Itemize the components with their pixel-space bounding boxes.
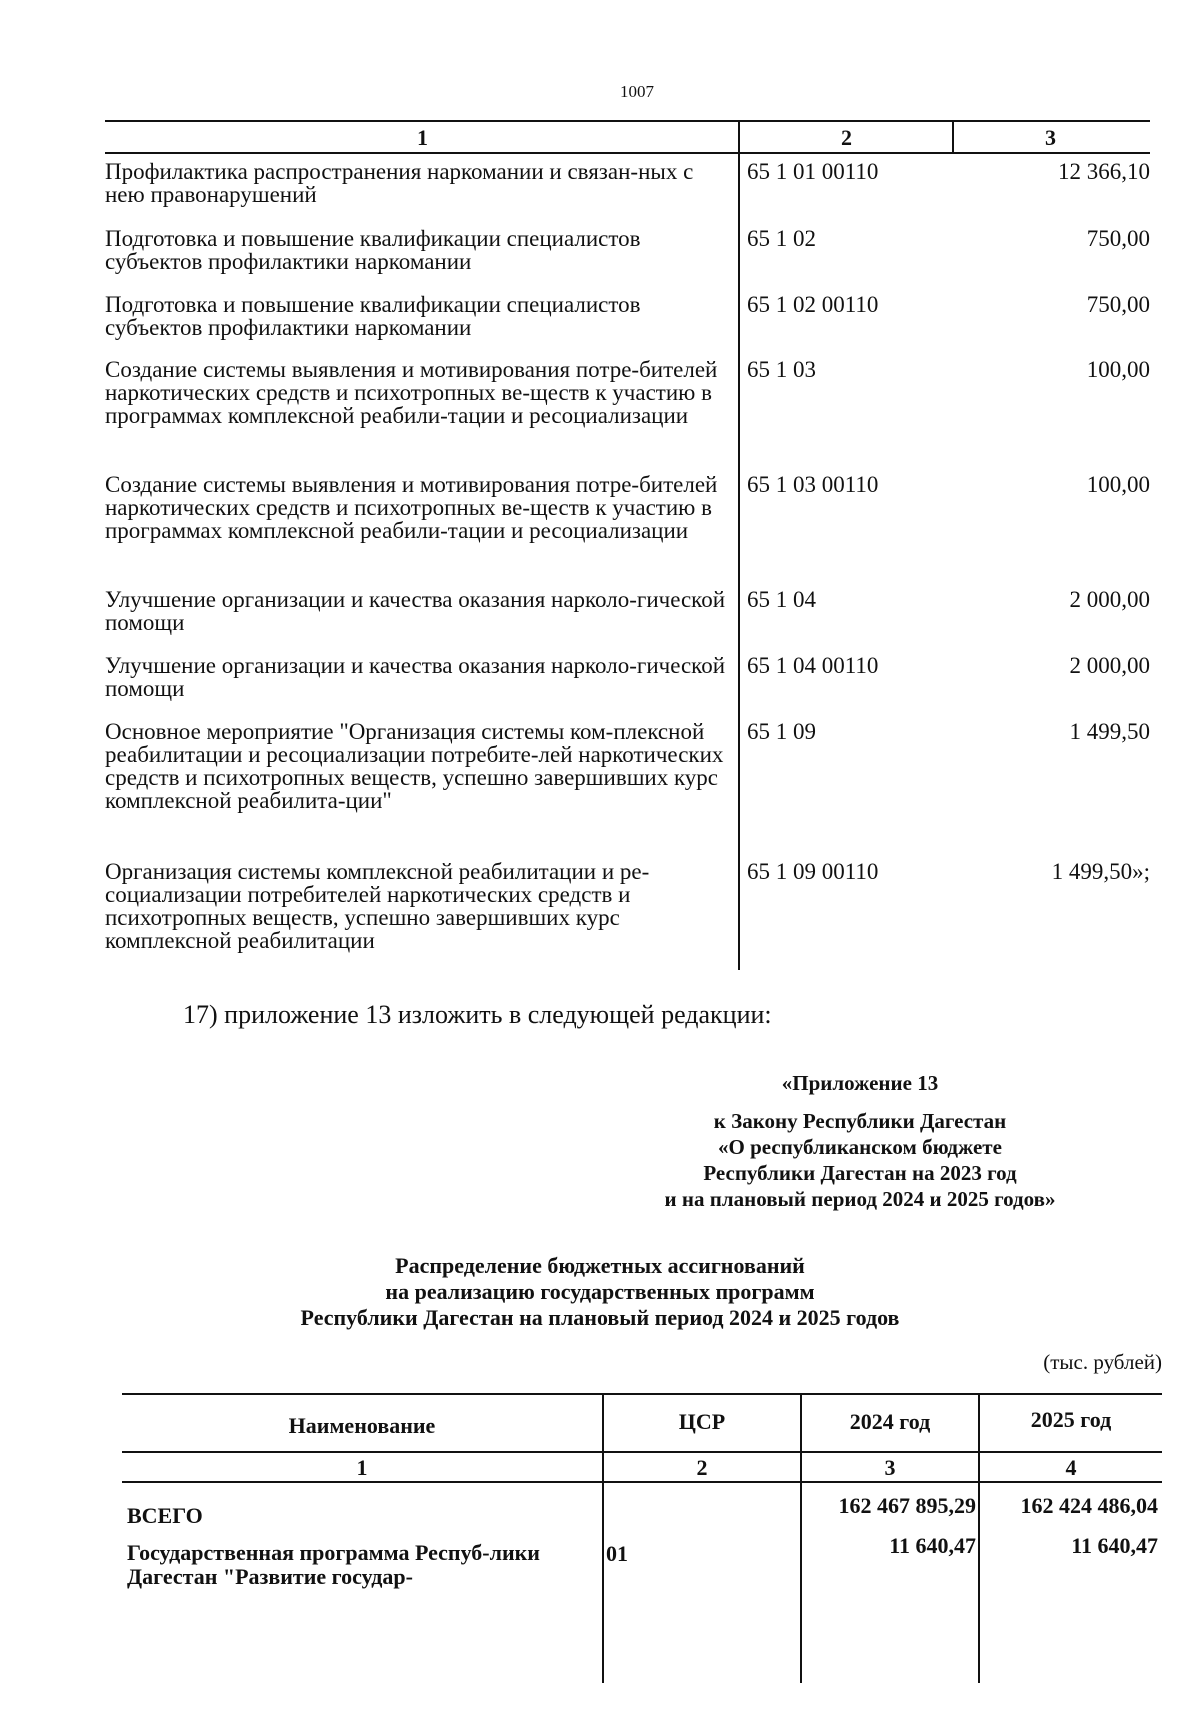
column-divider — [738, 120, 740, 970]
col-number-1: 1 — [356, 1455, 368, 1480]
row-name: Профилактика распространения наркомании и связан-ных с нею правонарушений — [105, 159, 694, 207]
row-total-name: ВСЕГО — [127, 1503, 203, 1528]
header-col-2: 2 — [841, 125, 852, 150]
row-code: 65 1 04 — [747, 587, 816, 612]
table-header-row — [105, 120, 1150, 154]
row-value: 750,00 — [1086, 226, 1150, 251]
row-value: 2 000,00 — [1069, 653, 1150, 678]
col-number-3: 3 — [884, 1455, 896, 1480]
row-code: 65 1 09 — [747, 719, 816, 744]
row-code: 65 1 01 00110 — [747, 159, 879, 184]
header-csr: ЦСР — [678, 1409, 726, 1434]
row-code: 65 1 04 00110 — [747, 653, 879, 678]
row-code: 65 1 02 — [747, 226, 816, 251]
col-number-2: 2 — [696, 1455, 708, 1480]
table-border — [122, 1451, 1162, 1453]
row-program-code: 01 — [606, 1541, 628, 1566]
header-2025: 2025 год — [1030, 1407, 1112, 1432]
row-value: 100,00 — [1086, 357, 1150, 382]
row-value: 750,00 — [1086, 292, 1150, 317]
row-name: Создание системы выявления и мотивирования потре-бителей наркотических средств и психотропных ве-ществ к участию в программах комплексной реабили-тации и ресоциализации — [105, 357, 718, 428]
header-name: Наименование — [288, 1413, 436, 1438]
row-program-2024: 11 640,47 — [889, 1533, 976, 1558]
row-code: 65 1 09 00110 — [747, 859, 879, 884]
row-value: 2 000,00 — [1069, 587, 1150, 612]
col-number-4: 4 — [1065, 1455, 1077, 1480]
appropriations-table — [122, 1393, 1162, 1693]
distribution-title — [180, 1253, 1020, 1331]
units-note: (тыс. рублей) — [1043, 1350, 1162, 1374]
appendix-line: к Закону Республики Дагестан — [713, 1109, 1007, 1133]
table-border — [122, 1481, 1162, 1483]
table-border — [122, 1393, 1162, 1395]
row-name: Подготовка и повышение квалификации специалистов субъектов профилактики наркомании — [105, 226, 641, 274]
column-divider — [602, 1393, 604, 1683]
row-total-2025: 162 424 486,04 — [1020, 1493, 1158, 1518]
title-line: Распределение бюджетных ассигнований — [395, 1253, 805, 1278]
row-value: 1 499,50 — [1069, 719, 1150, 744]
row-name: Улучшение организации и качества оказания нарколо-гической помощи — [105, 587, 726, 635]
row-name: Улучшение организации и качества оказания нарколо-гической помощи — [105, 653, 726, 701]
row-program-2025: 11 640,47 — [1071, 1533, 1158, 1558]
row-name: Подготовка и повышение квалификации специалистов субъектов профилактики наркомании — [105, 292, 641, 340]
funding-table-continuation — [105, 120, 1150, 953]
header-col-1: 1 — [417, 125, 428, 150]
row-code: 65 1 03 — [747, 357, 816, 382]
appendix-line: Республики Дагестан на 2023 год — [703, 1161, 1017, 1185]
row-value: 100,00 — [1086, 472, 1150, 497]
row-code: 65 1 02 00110 — [747, 292, 879, 317]
page-number: 1007 — [620, 82, 654, 101]
header-2024: 2024 год — [849, 1409, 931, 1434]
row-code: 65 1 03 00110 — [747, 472, 879, 497]
title-line: на реализацию государственных программ — [385, 1279, 815, 1304]
header-col-3: 3 — [1045, 125, 1056, 150]
row-name: Создание системы выявления и мотивирования потре-бителей наркотических средств и психотропных ве-ществ к участию в программах комплексной реабили-тации и ресоциализации — [105, 472, 718, 543]
appendix-line: и на плановый период 2024 и 2025 годов» — [664, 1187, 1056, 1211]
row-value: 1 499,50»; — [1051, 859, 1150, 884]
row-name: Организация системы комплексной реабилитации и ре-социализации потребителей наркотических средств и психотропных веществ, успешно завершивших курс комплексной реабилитации — [105, 859, 650, 953]
row-name: Основное мероприятие "Организация системы ком-плексной реабилитации и ресоциализации потребите-лей наркотических средств и психотропных веществ, успешно завершивших курс комплексной реабилита-ции" — [105, 719, 724, 813]
column-divider — [952, 120, 954, 152]
title-line: Республики Дагестан на плановый период 2024 и 2025 годов — [300, 1305, 900, 1330]
appendix-line: «О республиканском бюджете — [718, 1135, 1002, 1159]
appendix-title: «Приложение 13 — [781, 1071, 939, 1095]
row-total-2024: 162 467 895,29 — [838, 1493, 976, 1518]
row-program-name: Государственная программа Респуб-лики Дагестан "Развитие государ- — [127, 1540, 540, 1589]
row-value: 12 366,10 — [1058, 159, 1150, 184]
appendix-heading — [600, 1070, 1120, 1212]
amendment-instruction: 17) приложение 13 изложить в следующей редакции: — [183, 1000, 772, 1029]
